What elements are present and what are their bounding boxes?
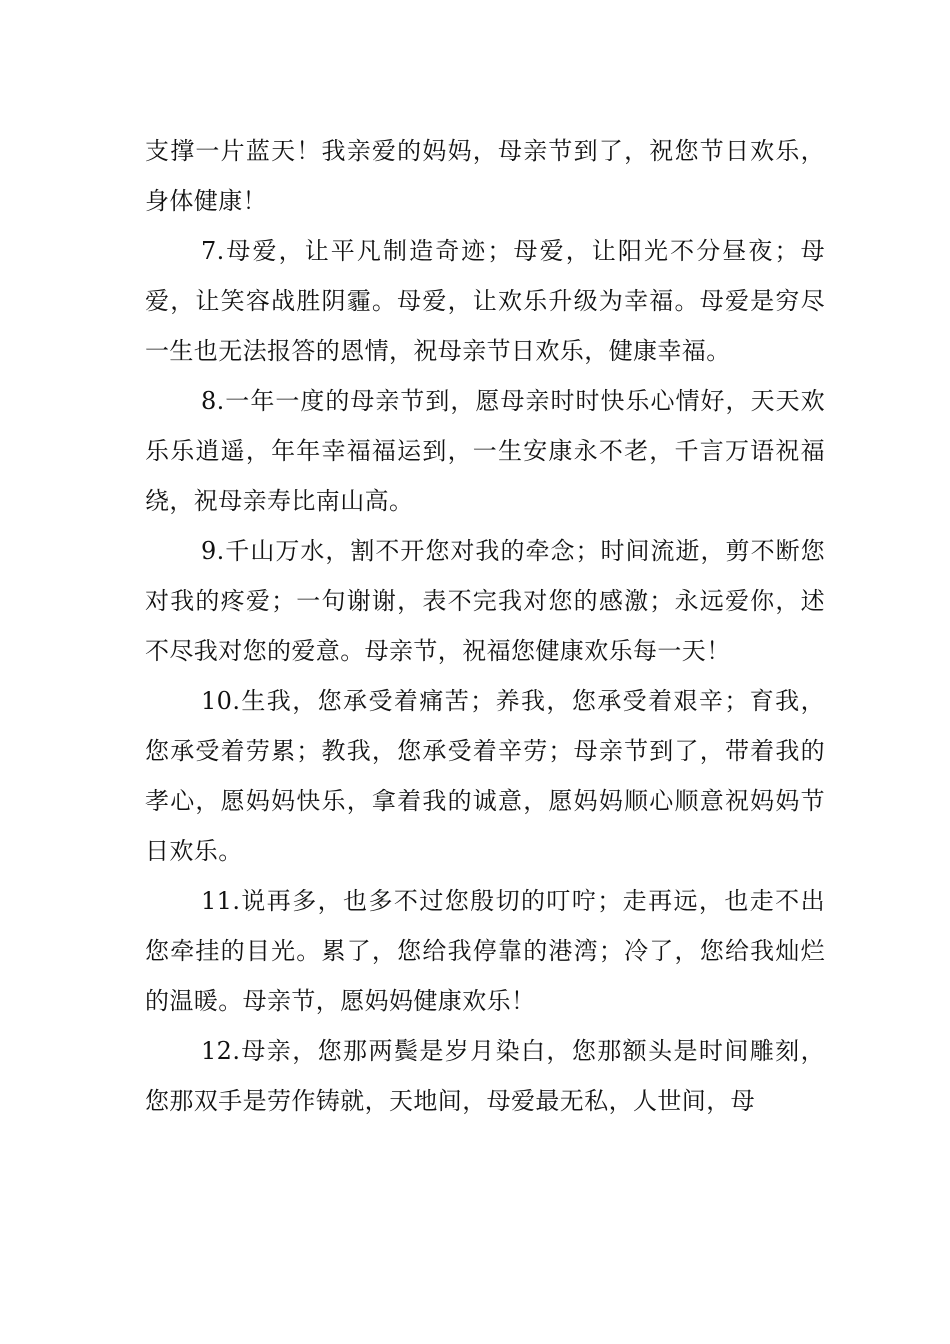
paragraph-continued: 支撑一片蓝天！我亲爱的妈妈，母亲节到了，祝您节日欢乐，身体健康！ [145, 137, 825, 215]
paragraph-12: 12.母亲，您那两鬓是岁月染白，您那额头是时间雕刻，您那双手是劳作铸就，天地间，母爱最无私，人世间，母 [145, 1037, 825, 1115]
paragraph-10: 10.生我，您承受着痛苦；养我，您承受着艰辛；育我，您承受着劳累；教我，您承受着辛劳；母亲节到了，带着我的孝心，愿妈妈快乐，拿着我的诚意，愿妈妈顺心顺意祝妈妈节日欢乐。 [145, 687, 825, 865]
paragraph-7: 7.母爱，让平凡制造奇迹；母爱，让阳光不分昼夜；母爱，让笑容战胜阴霾。母爱，让欢乐升级为幸福。母爱是穷尽一生也无法报答的恩情，祝母亲节日欢乐，健康幸福。 [145, 237, 825, 365]
paragraph-9: 9.千山万水，割不开您对我的牵念；时间流逝，剪不断您对我的疼爱；一句谢谢，表不完我对您的感激；永远爱你，述不尽我对您的爱意。母亲节，祝福您健康欢乐每一天！ [145, 537, 825, 665]
document-body [145, 126, 825, 1126]
paragraph-8: 8.一年一度的母亲节到，愿母亲时时快乐心情好，天天欢乐乐逍遥，年年幸福福运到，一生安康永不老，千言万语祝福绕，祝母亲寿比南山高。 [145, 387, 825, 515]
paragraph-11: 11.说再多，也多不过您殷切的叮咛；走再远，也走不出您牵挂的目光。累了，您给我停靠的港湾；冷了，您给我灿烂的温暖。母亲节，愿妈妈健康欢乐！ [145, 887, 825, 1015]
